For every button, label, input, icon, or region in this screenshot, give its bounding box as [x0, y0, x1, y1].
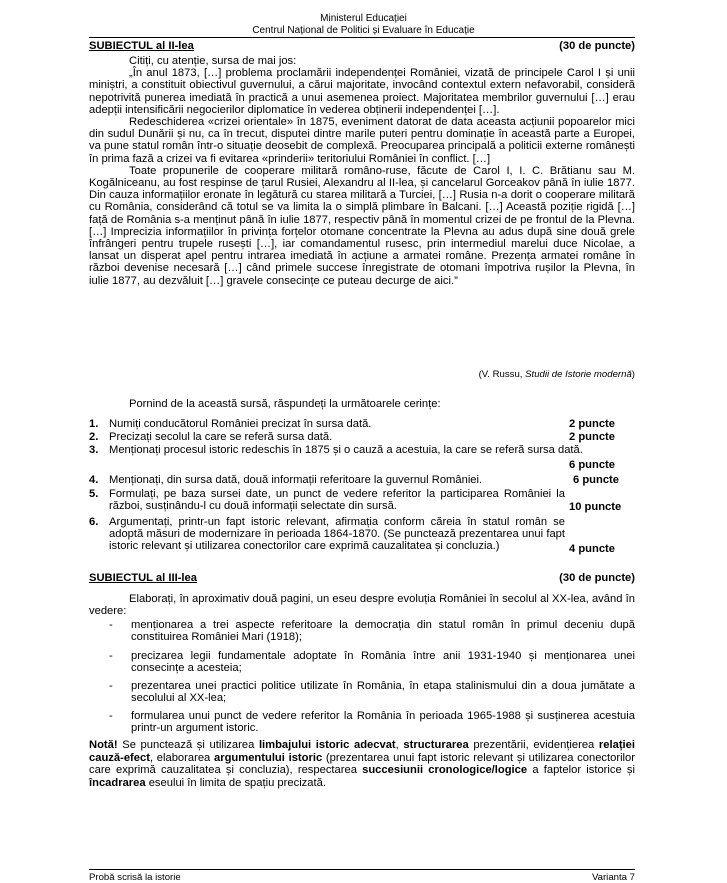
- essay-item-1: - menționarea a trei aspecte referitoare la democrația din statul român în primul deceniu după constituirea României Mari (1918);: [109, 619, 635, 644]
- source-author: (V. Russu,: [478, 369, 526, 380]
- question-points: 6 puncte: [573, 474, 620, 486]
- question-points: 4 puncte: [569, 543, 616, 555]
- question-text: Formulați, pe baza sursei date, un punct de vedere referitor la participarea României la război, susținându-l cu două informații selectate din sursă.: [109, 488, 565, 513]
- note-label: Notă!: [89, 739, 118, 751]
- note-bold: succesiunii cronologice/logice: [362, 764, 528, 777]
- source-end: ): [631, 369, 635, 380]
- note-bold: relației cauză-efect: [89, 739, 635, 764]
- source-block: [89, 55, 635, 287]
- question-number: 4.: [89, 474, 99, 486]
- essay-item-text: formularea unui punct de vedere referitor la România în perioada 1965-1988 și susținerea acestuia printr-un argument istoric.: [131, 710, 635, 735]
- note-part: a faptelor istorice și: [527, 764, 635, 777]
- question-number: 5.: [89, 488, 99, 500]
- question-text: Numiți conducătorul României precizat în sursa dată.: [109, 418, 372, 430]
- question-points: 6 puncte: [569, 459, 616, 471]
- question-points: 2 puncte: [569, 418, 616, 430]
- note-part: (prezentarea unui fapt istoric relevant și utilizarea conectorilor care exprimă cauzalitatea și concluzia), respectarea: [89, 751, 635, 777]
- essay-item-4: - formularea unui punct de vedere referitor la România în perioada 1965-1988 și susținerea acestuia printr-un argument istoric.: [109, 710, 635, 735]
- instruction-text: Pornind de la această sursă, răspundeți la următoarele cerințe:: [129, 398, 441, 410]
- question-1: [89, 418, 635, 430]
- question-3: [89, 444, 635, 471]
- note-part: prezentării, evidențierea: [468, 739, 599, 751]
- question-6: [89, 516, 635, 553]
- question-4: [89, 474, 635, 486]
- essay-item-text: precizarea legii fundamentale adoptate în România între anii 1931-1940 și menționarea unei consecințe a acesteia;: [131, 650, 635, 675]
- header-ministry: Ministerul Educației: [320, 13, 407, 24]
- essay-item-2: - precizarea legii fundamentale adoptate în România între anii 1931-1940 și menționarea unei consecințe a acesteia;: [109, 650, 635, 675]
- header-rule: [89, 37, 635, 38]
- footer-right: Varianta 7: [591, 872, 635, 883]
- question-5: [89, 488, 635, 512]
- section-2-points: (30 de puncte): [559, 40, 635, 52]
- question-number: 3.: [89, 444, 99, 456]
- essay-intro: [89, 593, 635, 617]
- question-text: Argumentați, printr-un fapt istoric relevant, afirmația conform căreia în statul român se adoptă măsuri de modernizare în perioada 1864-1870. (Se punctează prezentarea unui fapt istoric relevant și utilizarea conectorilor care exprimă cauzalitatea și concluzia.): [109, 516, 565, 553]
- section-3-heading: [89, 572, 635, 585]
- note-bold: limbajului istoric adecvat: [258, 739, 396, 751]
- section-2-heading: [89, 40, 635, 53]
- note-part: , elaborarea: [149, 751, 215, 764]
- essay-intro-text: Elaborați, în aproximativ două pagini, un eseu despre evoluția României în secolul al XX-lea, având în vedere:: [89, 593, 635, 618]
- question-number: 1.: [89, 418, 99, 430]
- essay-item-3: - prezentarea unei practici politice utilizate în România, în etapa stalinismului din a doua jumătate a secolului al XX-lea;: [109, 680, 635, 705]
- note-part: ,: [395, 739, 404, 751]
- note-bold: încadrarea: [89, 776, 146, 789]
- question-points: 10 puncte: [569, 501, 622, 513]
- question-text: Menționați, din sursa dată, două informații referitoare la guvernul României.: [109, 474, 483, 486]
- essay-item-text: prezentarea unei practici politice utilizate în România, în etapa stalinismului din a doua jumătate a secolului al XX-lea;: [131, 680, 635, 705]
- note-part: eseului în limita de spațiu precizată.: [145, 776, 326, 789]
- question-number: 6.: [89, 516, 99, 528]
- note-bold: argumentului istoric: [214, 751, 323, 764]
- essay-item-text: menționarea a trei aspecte referitoare la democrația din statul român în primul deceniu după constituirea României Mari (1918);: [131, 619, 635, 644]
- section-3-title: SUBIECTUL al III-lea: [89, 572, 197, 584]
- header-center: Centrul Național de Politici și Evaluare în Educație: [252, 25, 475, 36]
- section-3-points: (30 de puncte): [559, 572, 635, 584]
- instruction: [89, 398, 635, 410]
- section-2-title: SUBIECTUL al II-lea: [89, 40, 194, 52]
- source-intro: Citiți, cu atenție, sursa de mai jos:: [129, 55, 297, 67]
- footer-left: Probă scrisă la istorie: [89, 872, 181, 883]
- question-number: 2.: [89, 431, 99, 443]
- question-2: [89, 431, 635, 443]
- note-bold: structurarea: [403, 739, 469, 751]
- source-title: Studii de Istorie modernă: [525, 369, 632, 380]
- source-paragraph-2: Redeschiderea «crizei orientale» în 1875, eveniment datorat de data aceasta acțiunii popoarelor mici din sudul Dunării și nu, ca în trecut, disputei dintre marile puteri pentru dominație în această parte a Europei, va pune statul român într-o situație deosebit de complexă. Preocuparea principală a politicii externe românești în prima fază a crizei va fi evitarea «prinderii» teritoriului României în conflict. […]: [89, 116, 635, 165]
- source-citation: [479, 369, 635, 380]
- question-points: 2 puncte: [569, 431, 616, 443]
- source-paragraph-1: „În anul 1873, […] problema proclamării independenței României, vizată de principele Carol I și unii miniștri, a constituit obiectivul guvernului, a cărui majoritate, invocând contextul extern nefavorabil, consideră nepotrivită punerea imediată în practică a unui asemenea proiect. Majoritatea membrilor guvernului […] erau adepții intensificării negocierilor diplomatice în vederea obținerii independenței […].: [89, 67, 635, 116]
- question-text: Precizați secolul la care se referă sursa dată.: [109, 431, 333, 443]
- essay-note: [89, 739, 635, 789]
- source-paragraph-3: Toate propunerile de cooperare militară româno-ruse, făcute de Carol I, I. C. Brătianu sau M. Kogălniceanu, au fost respinse de țarul Rusiei, Alexandru al II-lea, și cancelarul Gorceakov până în iulie 1877. Din cauza informațiilor eronate în legătură cu starea militară a Turciei, […] Rusia n-a dorit o cooperare militară cu România, considerând că totul se va limita la o simplă plimbare în Balcani. […] Această poziție rigidă […] față de România s-a menținut până în iulie 1877, respectiv până în momentul crizei de pe frontul de la Plevna. […] Imprecizia informațiilor în privința forțelor otomane concentrate la Plevna au adus după sine două grele înfrângeri pentru trupele rusești […], iar comandamentul rusesc, prin intermediul marelui duce Nicolae, a lansat un disperat apel pentru intrarea imediată în acțiune a armatei române. Prezența armatei române în război devenise necesară […] când primele succese înregistrate de otomani împotriva rușilor la Plevna, în iulie 1877, au dezvăluit […] gravele consecințe ce puteau decurge de aici.”: [89, 164, 635, 287]
- footer-rule: [89, 869, 635, 870]
- question-text: Menționați procesul istoric redeschis în 1875 și o cauză a acestuia, la care se referă sursa dată.: [109, 444, 583, 456]
- note-part: Se punctează și utilizarea: [117, 739, 259, 751]
